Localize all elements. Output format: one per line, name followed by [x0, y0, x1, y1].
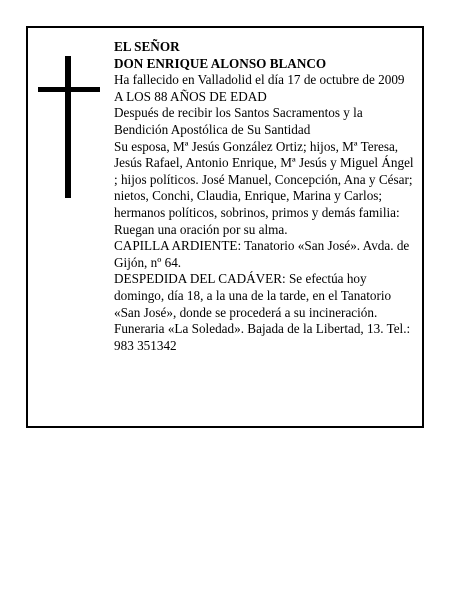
obituary-notice [26, 26, 424, 428]
obituary-text [114, 39, 418, 354]
prayer-request: Ruegan una oración por su alma. [114, 221, 288, 237]
chapel-info: CAPILLA ARDIENTE: Tanatorio «San José». Avda. de Gijón, nº 64. [114, 238, 410, 270]
deceased-name: DON ENRIQUE ALONSO BLANCO [114, 55, 327, 71]
farewell-info: DESPEDIDA DEL CADÁVER: Se efectúa hoy domingo, día 18, a la una de la tarde, en el Tanatorio «San José», donde se procederá a su incineración. [114, 271, 392, 320]
cross-icon [38, 56, 100, 198]
sacraments-line: Después de recibir los Santos Sacramentos y la Bendición Apostólica de Su Santidad [114, 105, 363, 137]
cross-vertical-bar [65, 56, 71, 198]
age-line: A LOS 88 AÑOS DE EDAD [114, 88, 267, 104]
cross-horizontal-bar [38, 87, 100, 92]
family-list: Su esposa, Mª Jesús González Ortiz; hijos, Mª Teresa, Jesús Rafael, Antonio Enrique, Mª Jesús y Miguel Ángel ; hijos políticos. José Manuel, Concepción, Ana y César; nietos, Conchi, Claudia, Enrique, Marina y Carlos; hermanos políticos, sobrinos, primos y demás familia: [114, 138, 414, 220]
deceased-title: EL SEÑOR [114, 39, 180, 54]
funeral-home-info: Funeraria «La Soledad». Bajada de la Libertad, 13. Tel.: 983 351342 [114, 321, 411, 353]
death-date-line: Ha fallecido en Valladolid el día 17 de octubre de 2009 [114, 72, 405, 88]
